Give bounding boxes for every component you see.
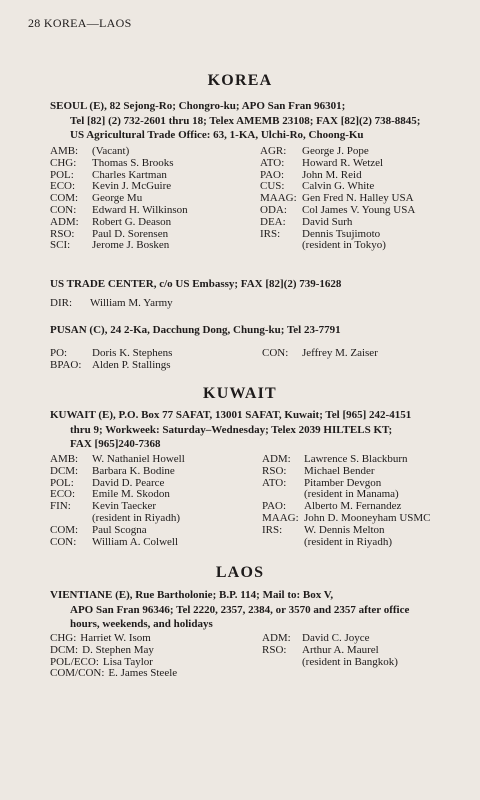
staff-title: POL: xyxy=(50,168,74,181)
trade-center-staff xyxy=(50,298,173,310)
staff-title: ADM: xyxy=(50,215,79,228)
staff-title: CHG: xyxy=(50,632,77,644)
staff-name: Barbara K. Bodine xyxy=(92,464,175,477)
staff-title: CHG: xyxy=(50,156,77,169)
staff-title: PO: xyxy=(50,347,68,359)
residence-note: (resident in Tokyo) xyxy=(302,239,386,252)
staff-title: CON: xyxy=(50,203,77,216)
staff-name: John M. Reid xyxy=(302,168,362,181)
staff-name: W. Dennis Melton xyxy=(304,523,385,536)
staff-title: AGR: xyxy=(260,145,287,157)
staff-name: Calvin G. White xyxy=(302,180,375,193)
address-line: US Agricultural Trade Office: 63, 1-KA, Ulchi-Ro, Choong-Ku xyxy=(70,129,364,141)
staff-title: MAAG: xyxy=(260,192,297,205)
staff-title: DCM: xyxy=(50,464,79,477)
staff-name: George J. Pope xyxy=(302,145,369,157)
staff-title: PAO: xyxy=(262,500,287,513)
staff-row xyxy=(50,298,173,310)
residence-note: (resident in Riyadh) xyxy=(304,535,392,548)
address-line: Tel [82] (2) 732-2601 thru 18; Telex AMEMB 23108; FAX [82](2) 738-8845; xyxy=(70,114,421,127)
address-line: VIENTIANE (E), Rue Bartholonie; B.P. 114; Mail to: Box V, xyxy=(50,589,334,601)
pusan-staff-left xyxy=(50,348,172,372)
staff-title: DIR: xyxy=(50,297,72,309)
vientiane-staff-right xyxy=(262,633,398,668)
staff-row xyxy=(50,645,177,657)
staff-name: Gen Fred N. Halley USA xyxy=(302,192,414,205)
staff-title: SCI: xyxy=(50,239,71,252)
seoul-staff-right xyxy=(260,146,415,252)
staff-name: W. Nathaniel Howell xyxy=(92,453,185,465)
address-line: APO San Fran 96346; Tel 2220, 2357, 2384, or 3570 and 2357 after office xyxy=(70,603,410,616)
address-line: KUWAIT (E), P.O. Box 77 SAFAT, 13001 SAFAT, Kuwait; Tel [965] 242-4151 xyxy=(50,409,412,421)
address-line: hours, weekends, and holidays xyxy=(70,618,213,630)
laos-heading: LAOS xyxy=(215,564,265,581)
staff-row xyxy=(50,240,188,252)
trade-center-address: US TRADE CENTER, c/o US Embassy; FAX [82](2) 739-1628 xyxy=(50,278,342,290)
staff-name: William M. Yarmy xyxy=(90,297,173,309)
staff-name: Lisa Taylor xyxy=(102,655,153,668)
staff-row xyxy=(50,217,188,229)
staff-row xyxy=(50,466,185,478)
staff-row xyxy=(50,360,172,372)
staff-name: Col James V. Young USA xyxy=(302,203,416,216)
staff-name: George Mu xyxy=(92,192,143,205)
staff-title: AMB: xyxy=(50,453,79,465)
staff-title: ECO: xyxy=(50,488,76,501)
staff-title: MAAG: xyxy=(262,511,299,524)
residence-note: (resident in Bangkok) xyxy=(302,655,398,668)
residence-note: (resident in Manama) xyxy=(304,488,399,501)
staff-name: Jerome J. Bosken xyxy=(92,239,170,252)
staff-row xyxy=(262,525,431,537)
staff-title: COM: xyxy=(50,523,79,536)
staff-name: Dennis Tsujimoto xyxy=(302,227,381,240)
staff-name: Arthur A. Maurel xyxy=(302,643,379,656)
residence-note: (resident in Riyadh) xyxy=(92,511,180,524)
address-line: thru 9; Workweek: Saturday–Wednesday; Telex 2039 HILTELS KT; xyxy=(70,423,393,436)
staff-name: Charles Kartman xyxy=(92,168,167,181)
staff-name: Kevin Taecker xyxy=(92,500,157,513)
staff-name: Lawrence S. Blackburn xyxy=(304,453,408,465)
staff-title: FIN: xyxy=(50,500,71,513)
staff-title: RSO: xyxy=(262,464,287,477)
staff-name: Kevin J. McGuire xyxy=(92,180,172,193)
staff-title: POL/ECO: xyxy=(50,655,99,668)
staff-title: CON: xyxy=(50,535,77,548)
address-line: SEOUL (E), 82 Sejong-Ro; Chongro-ku; APO San Fran 96301; xyxy=(50,100,346,112)
staff-title: IRS: xyxy=(260,227,281,240)
staff-name: Michael Bender xyxy=(304,464,375,477)
staff-row xyxy=(50,525,185,537)
staff-name: David C. Joyce xyxy=(302,632,370,644)
staff-title: AMB: xyxy=(50,145,79,157)
staff-name: Emile M. Skodon xyxy=(92,488,170,501)
staff-row xyxy=(260,217,415,229)
staff-title: IRS: xyxy=(262,523,283,536)
vientiane-address xyxy=(50,588,460,632)
pusan-address: PUSAN (C), 24 2-Ka, Dacchung Dong, Chung-ku; Tel 23-7791 xyxy=(50,324,341,336)
running-head: 28 KOREA—LAOS xyxy=(28,16,132,30)
staff-name: Thomas S. Brooks xyxy=(92,156,174,169)
staff-name: D. Stephen May xyxy=(82,643,154,656)
vientiane-staff-left xyxy=(50,633,177,680)
staff-row xyxy=(262,466,431,478)
staff-name: Jeffrey M. Zaiser xyxy=(302,347,378,359)
staff-name: E. James Steele xyxy=(108,667,178,680)
staff-title: POL: xyxy=(50,476,74,489)
staff-name: Howard R. Wetzel xyxy=(302,156,384,169)
staff-title: ATO: xyxy=(262,476,287,489)
pusan-staff-right xyxy=(262,348,378,360)
korea-heading: KOREA xyxy=(207,72,273,89)
staff-title: COM/CON: xyxy=(50,667,105,680)
staff-title: BPAO: xyxy=(50,358,82,371)
staff-title: ODA: xyxy=(260,203,287,216)
staff-title: ATO: xyxy=(260,156,285,169)
staff-title: CUS: xyxy=(260,180,285,193)
staff-title: ECO: xyxy=(50,180,76,193)
staff-row xyxy=(262,348,378,360)
seoul-staff-left xyxy=(50,146,188,252)
staff-title: CON: xyxy=(262,347,289,359)
staff-name: Paul Scogna xyxy=(92,523,147,536)
staff-title: ADM: xyxy=(262,632,291,644)
staff-name: Doris K. Stephens xyxy=(92,347,173,359)
staff-row xyxy=(260,158,415,170)
address-line: FAX [965]240-7368 xyxy=(70,438,161,450)
staff-title: DCM: xyxy=(50,643,79,656)
staff-title: ADM: xyxy=(262,453,291,465)
staff-row xyxy=(50,537,185,549)
staff-name: Alberto M. Fernandez xyxy=(304,500,402,513)
staff-row xyxy=(50,205,188,217)
seoul-address xyxy=(50,99,460,143)
staff-title: DEA: xyxy=(260,215,286,228)
staff-name: Paul D. Sorensen xyxy=(92,227,169,240)
kuwait-address xyxy=(50,408,460,452)
staff-name: (Vacant) xyxy=(92,145,130,157)
staff-name: Robert G. Deason xyxy=(92,215,172,228)
staff-name: David Surh xyxy=(302,215,353,228)
staff-row xyxy=(262,645,398,657)
staff-title: COM: xyxy=(50,192,79,205)
staff-row xyxy=(260,205,415,217)
staff-title: RSO: xyxy=(50,227,75,240)
staff-row xyxy=(262,513,431,525)
kuwait-staff-right xyxy=(262,454,431,548)
staff-name: Edward H. Wilkinson xyxy=(92,203,188,216)
staff-name: David D. Pearce xyxy=(92,476,165,489)
kuwait-staff-left xyxy=(50,454,185,548)
staff-title: PAO: xyxy=(260,168,285,181)
staff-name: Alden P. Stallings xyxy=(92,358,171,371)
staff-name: William A. Colwell xyxy=(92,535,179,548)
staff-name: Pitamber Devgon xyxy=(304,476,382,489)
staff-name: John D. Mooneyham USMC xyxy=(304,511,431,524)
staff-title: RSO: xyxy=(262,643,287,656)
staff-row xyxy=(50,668,177,680)
staff-name: Harriet W. Isom xyxy=(80,632,151,644)
staff-row xyxy=(50,158,188,170)
kuwait-heading: KUWAIT xyxy=(203,385,277,402)
